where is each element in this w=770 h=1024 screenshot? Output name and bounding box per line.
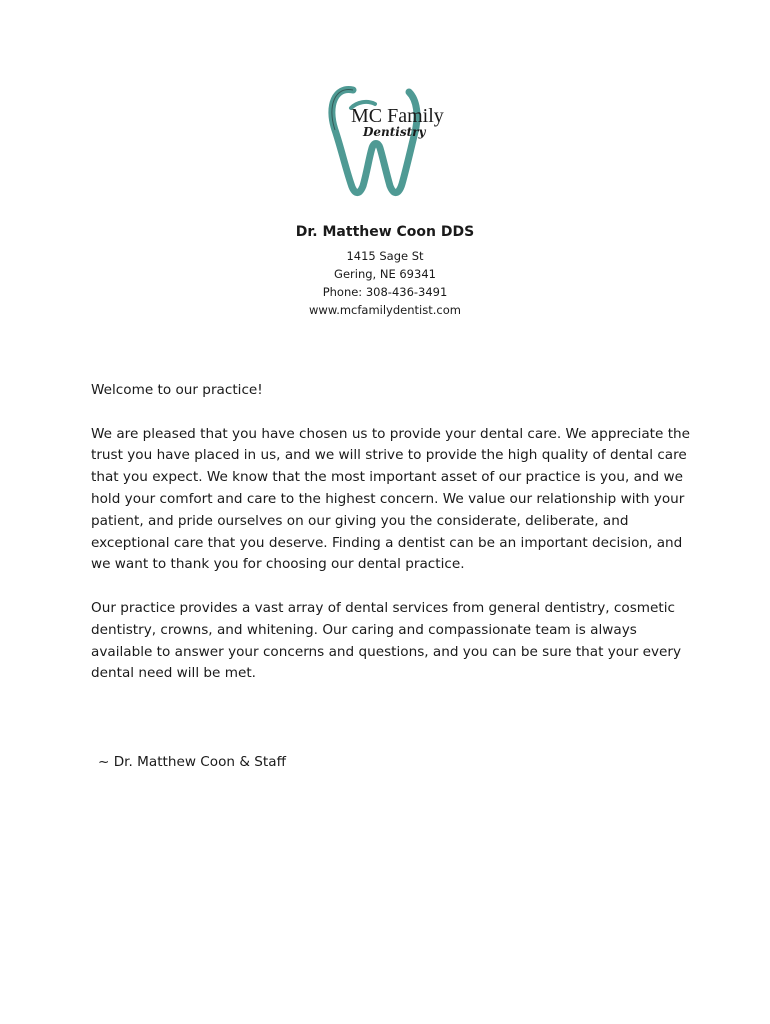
paragraph-services: Our practice provides a vast array of dental services from general dentistry, cosmetic dentistry, crowns, and whitening. Our caring and compassionate team is always available to answer your concerns and questions, and you can be sure that your every dental need will be met. xyxy=(91,599,682,682)
paragraph-welcome: We are pleased that you have chosen us to provide your dental care. We appreciate the trust you have placed in us, and we will strive to provide the high quality of dental care that you expect. We know that the most important asset of our practice is you, and we hold your comfort and care to the highest concern. We value our relationship with your patient, and pride ourselves on our giving you the considerate, deliberate, and exceptional care that you deserve. Finding a dentist can be an important decision, and we want to thank you for choosing our dental practice. xyxy=(91,425,690,573)
doctor-name: Dr. Matthew Coon DDS xyxy=(295,224,475,240)
letterhead xyxy=(0,222,770,319)
signature: ~ Dr. Matthew Coon & Staff xyxy=(98,754,286,770)
website-link[interactable]: www.mcfamilydentist.com xyxy=(309,303,461,317)
phone-line: Phone: 308-436-3491 xyxy=(322,285,448,299)
tooth-icon xyxy=(325,78,450,203)
logo-text-line1: MC Family xyxy=(351,105,444,127)
address-line: 1415 Sage St xyxy=(346,249,424,263)
city-line: Gering, NE 69341 xyxy=(334,267,436,281)
logo-text-line2: Dentistry xyxy=(363,125,426,139)
letter-body xyxy=(91,380,691,707)
practice-logo xyxy=(325,78,450,203)
greeting: Welcome to our practice! xyxy=(91,382,263,398)
